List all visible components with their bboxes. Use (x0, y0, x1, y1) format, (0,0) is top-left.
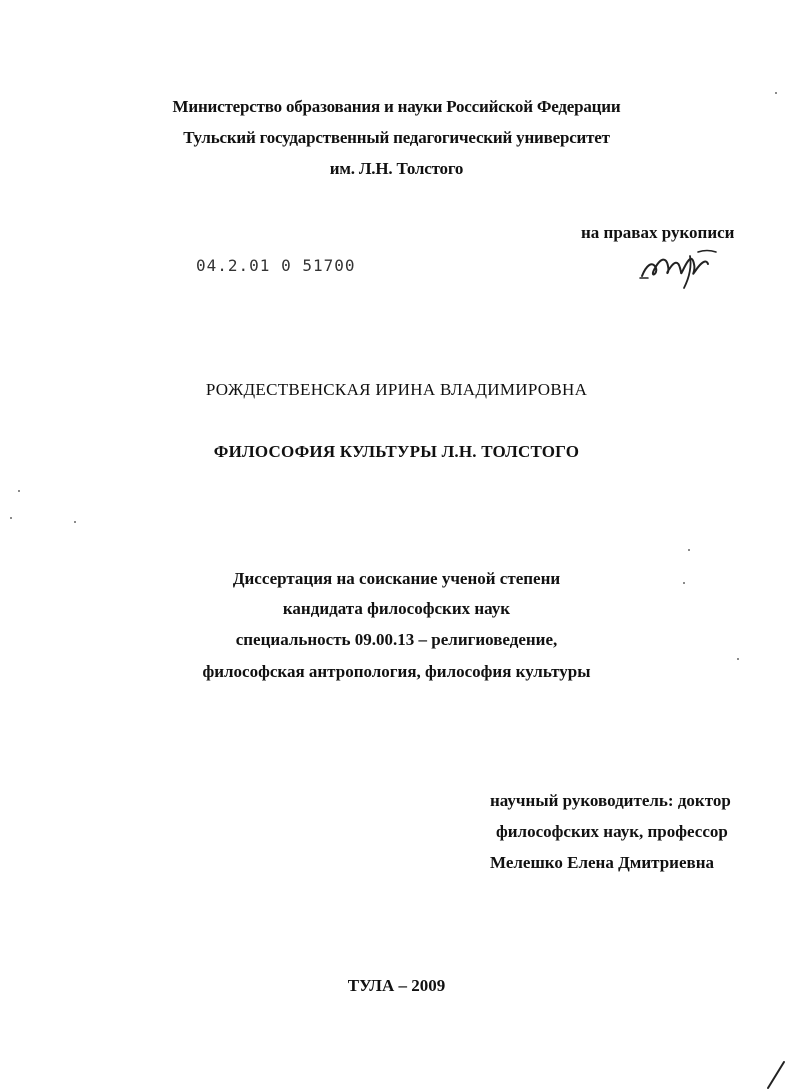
scan-speck (18, 490, 20, 492)
scan-speck (775, 92, 777, 94)
scan-speck (74, 521, 76, 523)
scan-speck (688, 549, 690, 551)
supervisor-line-3: Мелешко Елена Дмитриевна (490, 853, 714, 872)
scan-speck (737, 658, 739, 660)
description-line-3: специальность 09.00.13 – религиоведение, (235, 630, 558, 649)
signature-image (636, 238, 726, 290)
named-after-line: им. Л.Н. Толстого (329, 159, 464, 178)
ministry-line: Министерство образования и науки Российской Федерации (172, 97, 621, 116)
registration-number: 04.2.01 0 51700 (196, 256, 356, 275)
university-line: Тульский государственный педагогический университет (183, 128, 610, 147)
dissertation-title: ФИЛОСОФИЯ КУЛЬТУРЫ Л.Н. ТОЛСТОГО (213, 442, 580, 461)
description-line-4: философская антропология, философия культуры (202, 662, 591, 681)
manuscript-note: на правах рукописи (581, 223, 735, 242)
supervisor-line-1: научный руководитель: доктор (490, 791, 731, 810)
scan-speck (10, 517, 12, 519)
scan-speck (683, 582, 685, 584)
description-line-1: Диссертация на соискание ученой степени (232, 569, 561, 588)
city-year: ТУЛА – 2009 (347, 976, 446, 995)
description-line-2: кандидата философских наук (282, 599, 511, 618)
author-name: РОЖДЕСТВЕНСКАЯ ИРИНА ВЛАДИМИРОВНА (205, 380, 588, 399)
supervisor-line-2: философских наук, профессор (496, 822, 728, 841)
margin-slash-mark (764, 1060, 788, 1090)
